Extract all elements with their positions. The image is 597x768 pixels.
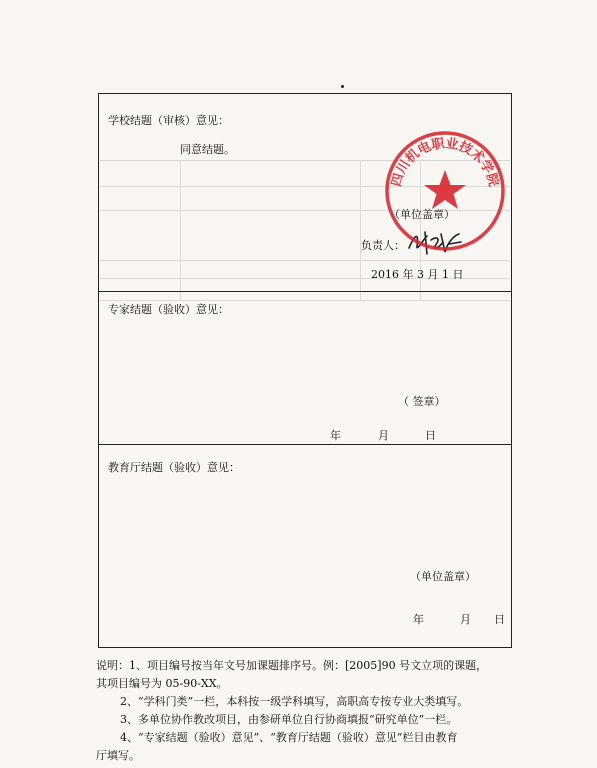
section-divider — [99, 291, 511, 292]
education-date-month: 月 — [460, 613, 471, 626]
note-line: 4、“专家结题（验收）意见”、“教育厅结题（验收）意见”栏目由教育 — [120, 731, 458, 744]
school-section-heading: 学校结题（审核）意见： — [108, 114, 229, 127]
seal-text: 四川机电职业技术学院 — [389, 136, 501, 189]
school-date: 2016 年 3 月 1 日 — [371, 268, 464, 281]
note-line: 其项目编号为 05-90-XX。 — [96, 677, 228, 690]
note-line: 厅填写。 — [96, 749, 140, 762]
expert-date-month: 月 — [378, 429, 389, 442]
note-line: 3、多单位协作教改项目，由参研单位自行协商填报“研究单位”一栏。 — [120, 713, 458, 726]
note-line: 说明：1、项目编号按当年文号加课题排序号。例：[2005]90 号文立项的课题， — [96, 659, 488, 672]
expert-sign-note: （ 签章） — [398, 395, 446, 408]
expert-date-day: 日 — [425, 429, 436, 442]
footnotes — [96, 657, 526, 765]
official-seal — [382, 128, 508, 254]
expert-section-heading: 专家结题（验收）意见： — [108, 303, 229, 316]
note-line: 2、“学科门类”一栏，本科按一级学科填写，高职高专按专业大类填写。 — [120, 695, 469, 708]
education-date-day: 日 — [494, 613, 505, 626]
expert-date-year: 年 — [330, 429, 341, 442]
scan-dot — [341, 85, 344, 88]
school-opinion-text: 同意结题。 — [180, 143, 235, 156]
education-date-year: 年 — [413, 613, 424, 626]
section-divider — [99, 444, 511, 445]
signer-label: 负责人： — [361, 239, 405, 252]
education-section-heading: 教育厅结题（验收）意见： — [108, 461, 240, 474]
school-seal-note: （单位盖章） — [389, 208, 455, 221]
education-seal-note: （单位盖章） — [410, 570, 476, 583]
